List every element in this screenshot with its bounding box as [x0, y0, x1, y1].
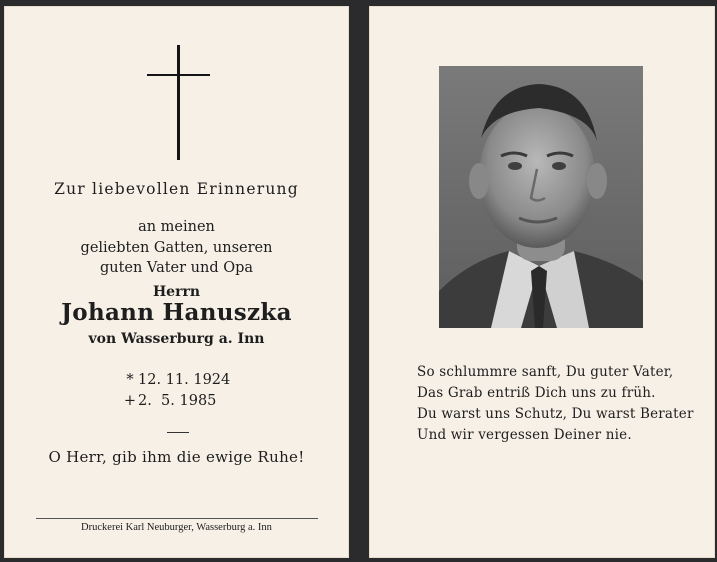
birth-date: 12. 11. 1924: [138, 372, 231, 388]
death-date: 2. 5. 1985: [138, 393, 217, 409]
poem-line-4: Und wir vergessen Deiner nie.: [417, 427, 632, 443]
printer-credit: Druckerei Karl Neuburger, Wasserburg a. Inn: [81, 522, 272, 533]
verse-line-1: an meinen: [138, 219, 215, 235]
salutation: Herrn: [152, 284, 201, 300]
poem-block: [417, 362, 694, 446]
separator-rule: [167, 432, 189, 433]
portrait-photo: [439, 66, 643, 328]
footer-rule: [36, 518, 318, 519]
cross-icon: [177, 45, 180, 160]
poem-line-1: So schlummre sanft, Du guter Vater,: [417, 364, 674, 380]
dates-block: [122, 370, 230, 412]
memorial-card-left: [4, 6, 349, 558]
birth-symbol: *: [126, 372, 134, 388]
poem-line-2: Das Grab entriß Dich uns zu früh.: [417, 385, 656, 401]
deceased-name: Johann Hanuszka: [61, 299, 292, 326]
cross-icon-bar: [147, 74, 210, 76]
prayer-line: O Herr, gib ihm die ewige Ruhe!: [48, 448, 305, 466]
birth-row: [122, 370, 230, 391]
verse-line-3: guten Vater und Opa: [99, 260, 254, 276]
poem-line-3: Du warst uns Schutz, Du warst Berater: [417, 406, 694, 422]
intro-line: Zur liebevollen Erinnerung: [54, 180, 299, 198]
death-row: [122, 391, 230, 412]
memorial-card-right: [369, 6, 715, 558]
origin-line: von Wasserburg a. Inn: [88, 331, 265, 347]
verse-line-2: geliebten Gatten, unseren: [80, 240, 273, 256]
death-symbol: +: [123, 393, 137, 409]
portrait-image: [439, 66, 643, 328]
